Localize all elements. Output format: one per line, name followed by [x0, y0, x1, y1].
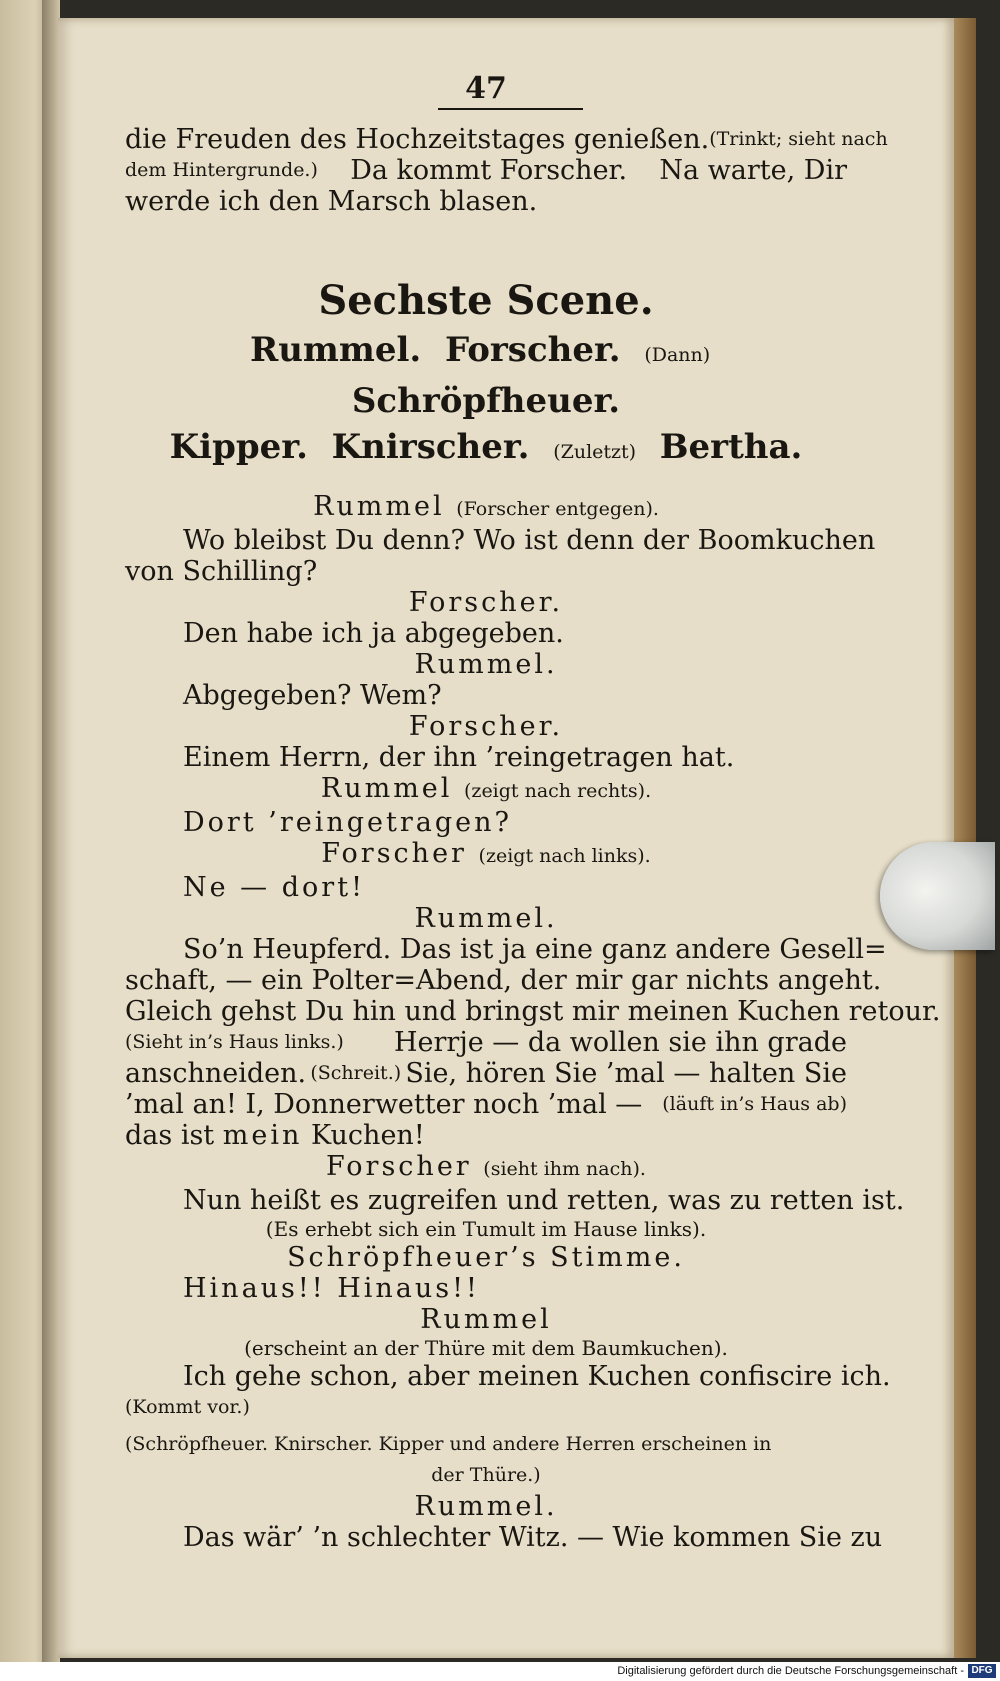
dialogue-line — [125, 1058, 847, 1089]
page-number: 47 — [465, 71, 507, 106]
dialogue-line: Den habe ich ja abgegeben. — [183, 618, 564, 649]
dialogue-line: Das wär’ ’n schlechter Witz. — Wie kommen Sie zu — [183, 1522, 883, 1553]
digitization-credit: Digitalisierung gefördert durch die Deutsche Forschungsgemeinschaft - — [617, 1665, 964, 1677]
speaker-heading: Rummel. — [414, 1491, 558, 1522]
dialogue-line: Hinaus!! Hinaus!! — [183, 1273, 480, 1304]
speaker-name: Rummel — [313, 491, 445, 522]
page-stack-edge — [954, 18, 976, 1658]
text-span: Da kommt Forscher. — [350, 155, 628, 186]
bookmark-ribbon — [880, 842, 995, 950]
dialogue-line — [125, 1027, 847, 1058]
dialogue-line: Gleich gehst Du hin und bringst mir meinen Kuchen retour. — [125, 996, 941, 1027]
dialogue-line — [125, 1120, 847, 1151]
text-span: das ist — [125, 1120, 215, 1151]
stage-direction: (zeigt nach rechts). — [464, 780, 652, 802]
stage-direction: (erscheint an der Thüre mit dem Baumkuchen). — [244, 1336, 728, 1360]
text-span: Kuchen! — [310, 1120, 425, 1151]
dialogue-line — [125, 1089, 847, 1120]
stage-direction: der Thüre.) — [431, 1464, 541, 1486]
stage-direction: (Forscher entgegen). — [456, 498, 659, 520]
stage-direction: (Schröpfheuer. Knirscher. Kipper und andere Herren erscheinen in — [125, 1433, 772, 1455]
stage-direction: (Kommt vor.) — [125, 1396, 250, 1418]
text-span: Herrje — da wollen sie ihn grade — [393, 1027, 847, 1058]
stage-direction: (Es erhebt sich ein Tumult im Hause links). — [265, 1217, 707, 1241]
speaker-name: Forscher — [321, 838, 467, 869]
dialogue-line: Abgegeben? Wem? — [183, 680, 442, 711]
speaker-heading — [125, 838, 847, 872]
scene-title: Sechste Scene. — [318, 277, 654, 324]
speaker-heading: Rummel. — [414, 649, 558, 680]
text-span: anschneiden. — [125, 1058, 307, 1089]
dfg-logo: DFG — [968, 1664, 996, 1678]
cast-note: (Dann) — [644, 344, 711, 366]
stage-direction: dem Hintergrunde.) — [125, 159, 318, 181]
stage-direction: (zeigt nach links). — [478, 845, 651, 867]
cast-name: Kipper. — [169, 427, 308, 467]
cast-name: Forscher. — [444, 330, 621, 370]
dialogue-line: Einem Herrn, der ihn ’reingetragen hat. — [183, 742, 735, 773]
stage-direction: (Schreit.) — [310, 1062, 402, 1084]
page-content — [125, 70, 941, 1553]
speaker-heading — [125, 1151, 847, 1185]
text-span: die Freuden des Hochzeitstages genießen. — [125, 124, 710, 155]
speaker-heading: Forscher. — [408, 711, 564, 742]
speaker-heading: Rummel. — [414, 903, 558, 934]
cast-name: Rummel. — [249, 330, 422, 370]
dialogue-line: von Schilling? — [125, 556, 318, 587]
emphasized-word: mein — [222, 1120, 303, 1151]
header-rule — [438, 108, 583, 110]
text-line: werde ich den Marsch blasen. — [125, 186, 538, 217]
speaker-heading: Forscher. — [408, 587, 564, 618]
speaker-heading — [125, 773, 847, 807]
text-span: Na warte, Dir — [659, 155, 847, 186]
stage-direction: (läuft in’s Haus ab) — [662, 1093, 847, 1115]
speaker-name: Forscher — [326, 1151, 472, 1182]
dialogue-line: So’n Heupferd. Das ist ja eine ganz andere Gesell= — [183, 934, 887, 965]
speaker-name: Rummel — [320, 773, 453, 804]
text-line — [125, 124, 888, 155]
speaker-heading: Rummel — [420, 1304, 552, 1335]
text-span: ’mal an! I, Donnerwetter noch ’mal — — [125, 1089, 643, 1120]
stage-direction: (sieht ihm nach). — [483, 1158, 646, 1180]
stage-direction: (Trinkt; sieht nach — [709, 128, 888, 150]
cast-list-line — [125, 327, 847, 424]
cast-note: (Zuletzt) — [553, 441, 637, 463]
dialogue-line: Nun heißt es zugreifen und retten, was zu retten ist. — [183, 1185, 905, 1216]
dialogue-line: Ich gehe schon, aber meinen Kuchen confiscire ich. — [183, 1361, 891, 1392]
cast-name: Bertha. — [659, 427, 803, 467]
stage-direction: (Sieht in’s Haus links.) — [125, 1031, 344, 1053]
cast-list-line — [125, 424, 847, 475]
text-line — [125, 155, 847, 186]
cast-name: Schröpfheuer. — [351, 381, 621, 421]
dialogue-line: Ne — dort! — [183, 872, 365, 903]
dialogue-line: Wo bleibst Du denn? Wo ist denn der Boomkuchen — [183, 525, 876, 556]
dialogue-line: Dort ’reingetragen? — [183, 807, 512, 838]
text-span: Sie, hören Sie ’mal — halten Sie — [405, 1058, 847, 1089]
cast-name: Knirscher. — [331, 427, 530, 467]
speaker-heading: Schröpfheuer’s Stimme. — [287, 1242, 685, 1273]
speaker-heading — [125, 491, 847, 525]
dialogue-line: schaft, — ein Polter=Abend, der mir gar nichts angeht. — [125, 965, 882, 996]
